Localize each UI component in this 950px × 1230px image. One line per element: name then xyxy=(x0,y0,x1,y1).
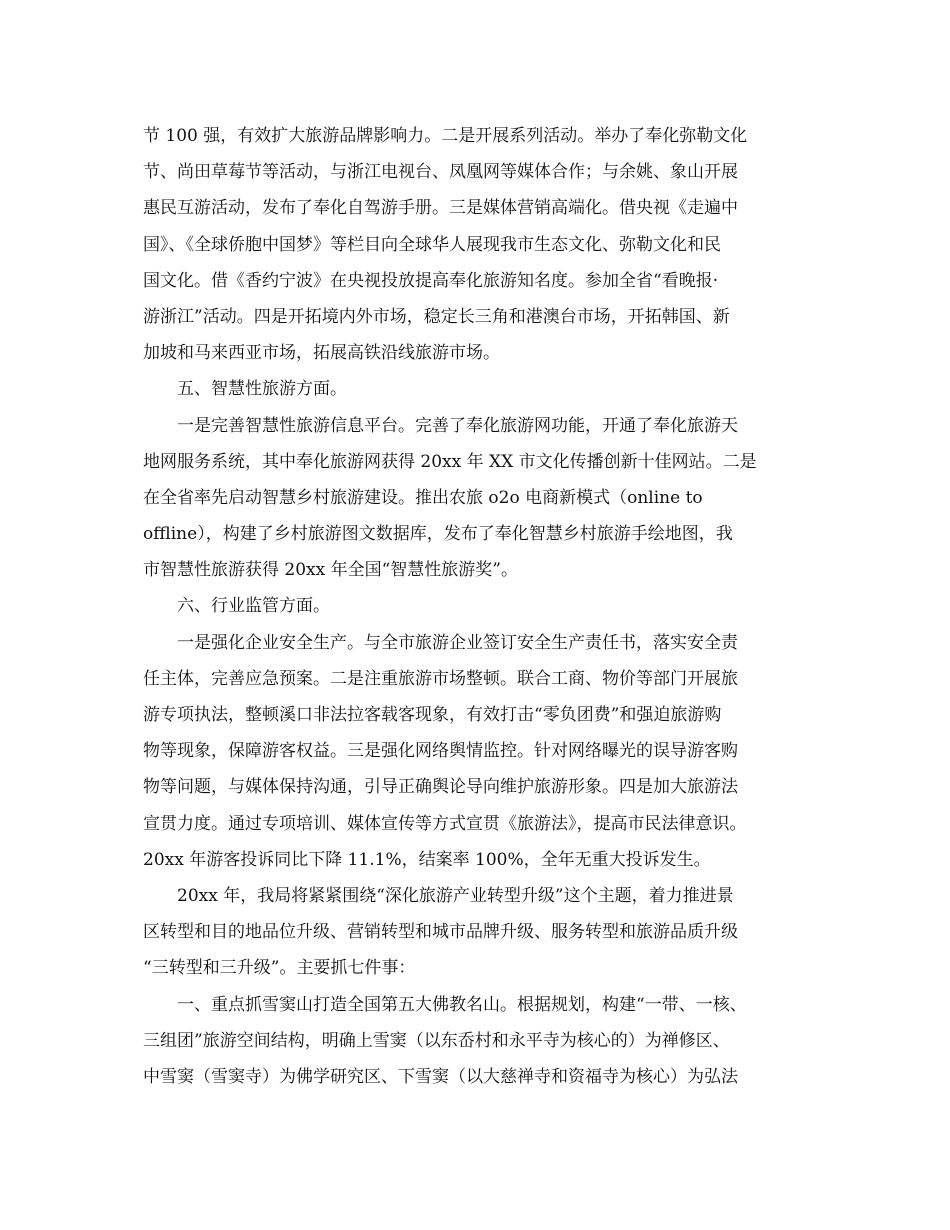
text-line: 一是完善智慧性旅游信息平台。完善了奉化旅游网功能，开通了奉化旅游天 xyxy=(177,415,738,436)
text-line: 在全省率先启动智慧乡村旅游建设。推出农旅 o2o 电商新模式（online to xyxy=(143,487,703,508)
text-line: 中雪窦（雪窦寺）为佛学研究区、下雪窦（以大慈禅寺和资福寺为核心）为弘法 xyxy=(143,1066,738,1087)
document-body xyxy=(143,118,813,1095)
text-line: 惠民互游活动，发布了奉化自驾游手册。三是媒体营销高端化。借央视《走遍中 xyxy=(143,198,738,219)
text-line: offline），构建了乡村旅游图文数据库，发布了奉化智慧乡村旅游手绘地图，我 xyxy=(143,524,733,545)
text-line: 节、尚田草莓节等活动，与浙江电视台、凤凰网等媒体合作；与余姚、象山开展 xyxy=(143,162,738,183)
text-line: 节 100 强，有效扩大旅游品牌影响力。二是开展系列活动。举办了奉化弥勒文化 xyxy=(143,126,748,146)
text-line: 游浙江”活动。四是开拓境内外市场，稳定长三角和港澳台市场，开拓韩国、新 xyxy=(143,306,730,327)
text-line: 加坡和马来西亚市场，拓展高铁沿线旅游市场。 xyxy=(143,343,500,364)
text-line: 市智慧性旅游获得 20xx 年全国“智慧性旅游奖”。 xyxy=(143,560,518,581)
text-line: 一是强化企业安全生产。与全市旅游企业签订安全生产责任书，落实安全责 xyxy=(177,632,738,653)
text-line: 国》、《全球侨胞中国梦》等栏目向全球华人展现我市生态文化、弥勒文化和民 xyxy=(143,234,721,255)
text-line: 游专项执法，整顿溪口非法拉客载客现象，有效打击“零负团费”和强迫旅游购 xyxy=(143,705,722,725)
text-line: 三组团”旅游空间结构，明确上雪窦（以东岙村和永平寺为核心的）为禅修区、 xyxy=(143,1030,730,1051)
text-line: “三转型和三升级”。主要抓七件事： xyxy=(143,958,416,979)
text-line: 任主体，完善应急预案。二是注重旅游市场整顿。联合工商、物价等部门开展旅 xyxy=(143,668,738,689)
text-line: 区转型和目的地品位升级、营销转型和城市品牌升级、服务转型和旅游品质升级 xyxy=(143,922,738,943)
section-heading: 五、智慧性旅游方面。 xyxy=(177,379,347,400)
text-line: 20xx 年，我局将紧紧围绕“深化旅游产业转型升级”这个主题，着力推进景 xyxy=(177,885,734,906)
text-line: 一、重点抓雪窦山打造全国第五大佛教名山。根据规划，构建“一带、一核、 xyxy=(177,994,747,1015)
text-line: 物等问题，与媒体保持沟通，引导正确舆论导向维护旅游形象。四是加大旅游法 xyxy=(143,777,738,798)
text-line: 20xx 年游客投诉同比下降 11.1%，结案率 100%，全年无重大投诉发生。 xyxy=(143,849,711,870)
text-line: 宣贯力度。通过专项培训、媒体宣传等方式宣贯《旅游法》，提高市民法律意识。 xyxy=(143,813,747,834)
section-heading: 六、行业监管方面。 xyxy=(177,596,330,617)
text-line: 国文化。借《香约宁波》在央视投放提高奉化旅游知名度。参加全省“看晚报· xyxy=(143,270,719,291)
text-line: 地网服务系统，其中奉化旅游网获得 20xx 年 XX 市文化传播创新十佳网站。二是 xyxy=(143,451,757,472)
text-line: 物等现象，保障游客权益。三是强化网络舆情监控。针对网络曝光的误导游客购 xyxy=(143,741,738,762)
